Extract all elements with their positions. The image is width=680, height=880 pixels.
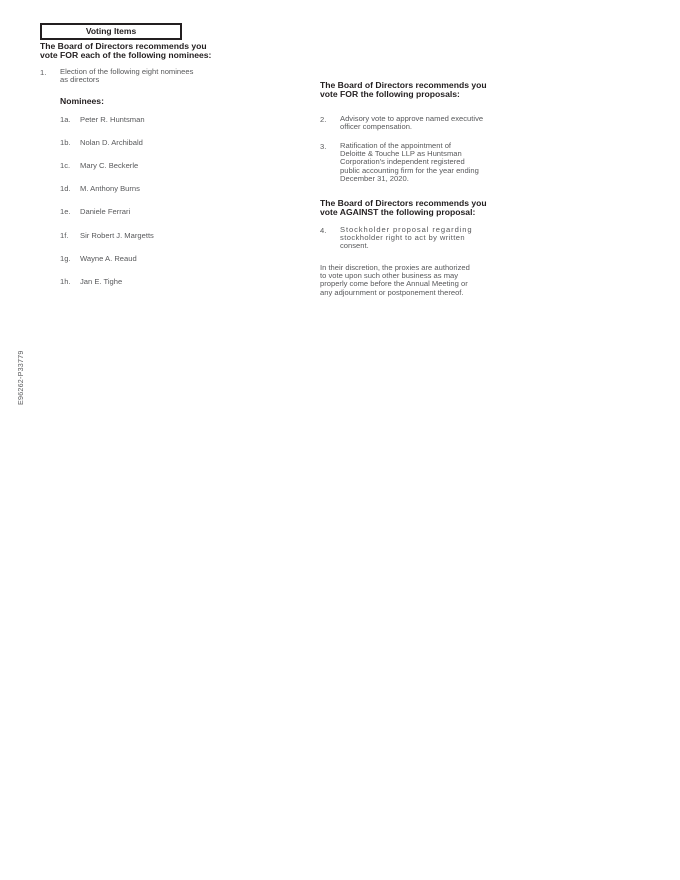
nominee-code: 1f. bbox=[60, 231, 69, 240]
nominee-name: Daniele Ferrari bbox=[80, 207, 131, 216]
nominee-row bbox=[60, 115, 145, 124]
nominee-row bbox=[60, 138, 143, 147]
item-line: as directors bbox=[60, 75, 100, 85]
nominee-row bbox=[60, 161, 138, 170]
nominee-name: Peter R. Huntsman bbox=[80, 115, 145, 124]
item-number-1: 1. bbox=[40, 68, 47, 77]
paragraph-line: properly come before the Annual Meeting or bbox=[320, 279, 468, 289]
item-1-text bbox=[60, 68, 220, 84]
nominee-code: 1a. bbox=[60, 115, 71, 124]
nominee-name: Nolan D. Archibald bbox=[80, 138, 143, 147]
heading-line: vote AGAINST the following proposal: bbox=[320, 207, 476, 217]
item-line: December 31, 2020. bbox=[340, 173, 409, 183]
item-number-2: 2. bbox=[320, 115, 327, 124]
form-control-code: E96262-P33779 bbox=[16, 350, 25, 405]
nominee-code: 1h. bbox=[60, 277, 71, 286]
nominee-code: 1b. bbox=[60, 138, 71, 147]
heading-line: The Board of Directors recommends you bbox=[40, 41, 207, 51]
paragraph-line: any adjournment or postponement thereof. bbox=[320, 287, 464, 297]
item-line: stockholder right to act by written bbox=[340, 233, 466, 243]
directors-recommendation-heading bbox=[40, 42, 220, 60]
heading-line: The Board of Directors recommends you bbox=[320, 198, 487, 208]
nominee-code: 1g. bbox=[60, 254, 71, 263]
nominee-row bbox=[60, 184, 140, 193]
nominee-row bbox=[60, 254, 137, 263]
nominee-row bbox=[60, 231, 154, 240]
item-line: Corporation's independent registered bbox=[340, 157, 465, 167]
item-number-3: 3. bbox=[320, 142, 327, 151]
nominee-name: Sir Robert J. Margetts bbox=[80, 231, 154, 240]
nominee-name: M. Anthony Burns bbox=[80, 184, 140, 193]
nominee-code: 1d. bbox=[60, 184, 71, 193]
item-line: Election of the following eight nominees bbox=[60, 67, 194, 76]
voting-items-header: Voting Items bbox=[40, 23, 182, 40]
item-line: consent. bbox=[340, 241, 369, 251]
nominee-row bbox=[60, 207, 130, 216]
discretion-paragraph bbox=[320, 264, 498, 297]
item-4-text bbox=[340, 226, 498, 251]
heading-line: vote FOR each of the following nominees: bbox=[40, 50, 212, 60]
against-proposal-heading bbox=[320, 199, 500, 217]
nominee-name: Mary C. Beckerle bbox=[80, 161, 139, 170]
paragraph-line: In their discretion, the proxies are authorized bbox=[320, 263, 470, 272]
item-line: Stockholder proposal regarding bbox=[340, 225, 473, 234]
nominee-code: 1e. bbox=[60, 207, 71, 216]
paragraph-line: to vote upon such other business as may bbox=[320, 271, 459, 281]
item-line: officer compensation. bbox=[340, 122, 413, 132]
item-line: public accounting firm for the year ending bbox=[340, 165, 479, 175]
item-3-text bbox=[340, 142, 498, 183]
nominee-name: Jan E. Tighe bbox=[80, 277, 123, 286]
heading-line: vote FOR the following proposals: bbox=[320, 89, 460, 99]
item-line: Deloitte & Touche LLP as Huntsman bbox=[340, 149, 462, 159]
nominees-label: Nominees: bbox=[60, 96, 104, 106]
item-line: Advisory vote to approve named executive bbox=[340, 114, 484, 123]
nominee-name: Wayne A. Reaud bbox=[80, 254, 137, 263]
nominee-row bbox=[60, 277, 122, 286]
for-proposals-heading bbox=[320, 81, 500, 99]
item-number-4: 4. bbox=[320, 226, 327, 235]
nominee-code: 1c. bbox=[60, 161, 71, 170]
heading-line: The Board of Directors recommends you bbox=[320, 80, 487, 90]
item-2-text bbox=[340, 115, 498, 131]
item-line: Ratification of the appointment of bbox=[340, 141, 452, 150]
